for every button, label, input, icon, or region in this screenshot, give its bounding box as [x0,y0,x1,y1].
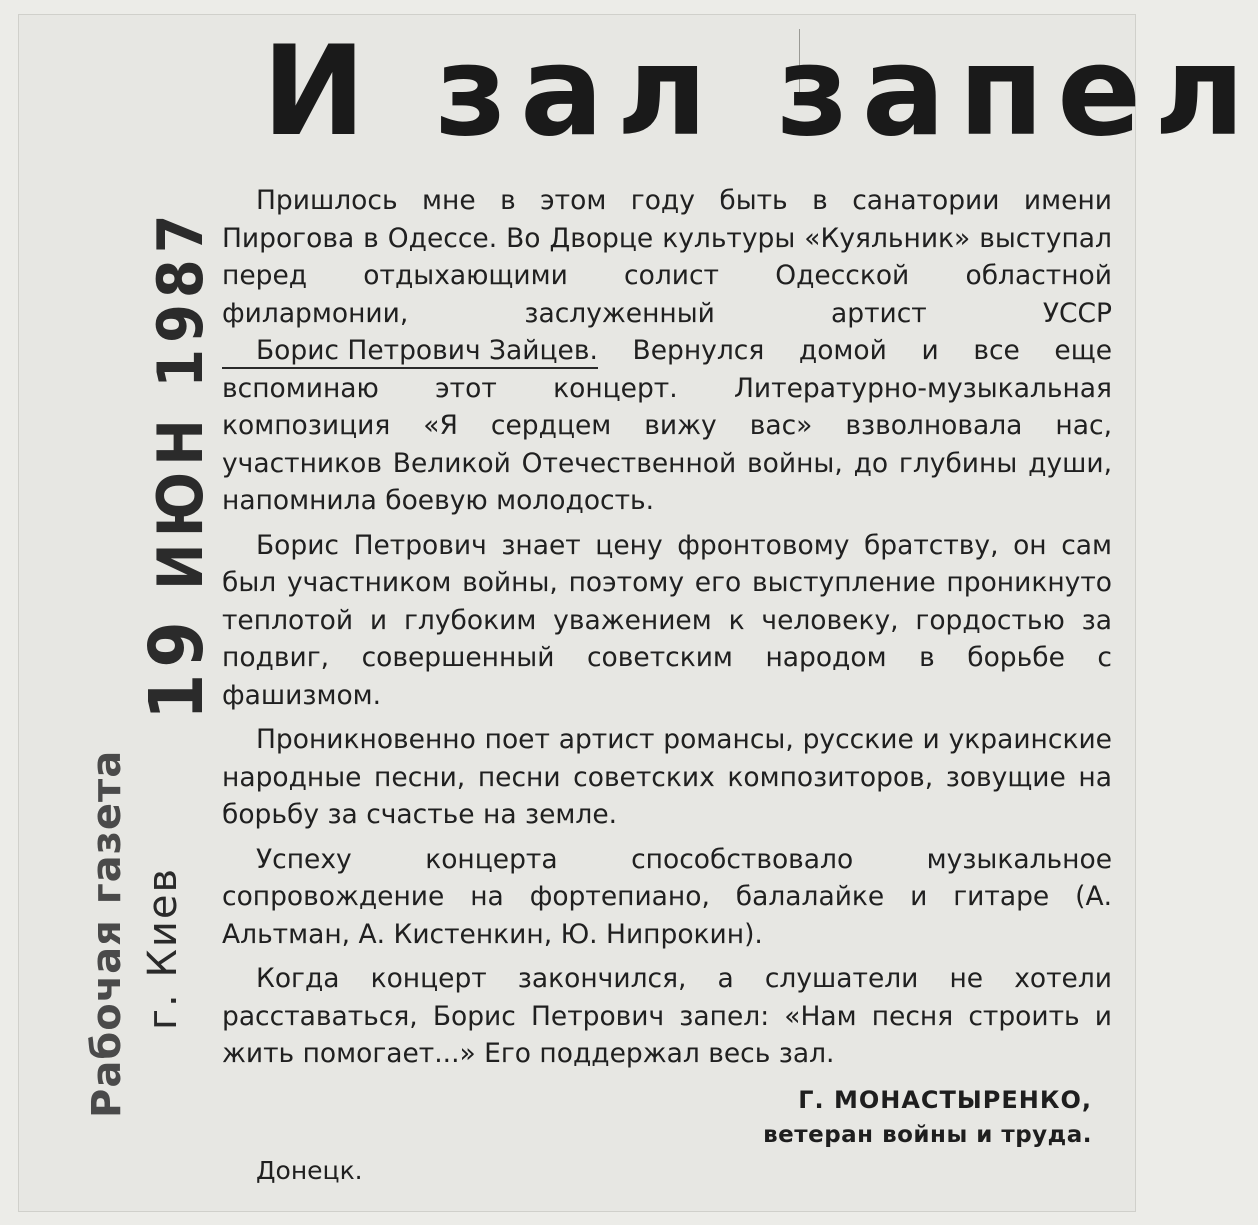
date-stamp-month-year: ИЮН 1987 [144,208,217,590]
paragraph-5: Когда концерт закончился, а слушатели не хотели расставаться, Борис Петрович запел: «Нам песня строить и жить помогает...» Его поддержал весь зал. [222,963,1112,1069]
paragraph-2: Борис Петрович знает цену фронтовому братству, он сам был участником войны, поэтому его выступление проникнуто теплотой и глубоким уважением к человеку, гордостью за подвиг, совершенный советским народом в борьбе с фашизмом. [222,529,1112,711]
underlined-name: Борис Петрович Зайцев. [222,335,598,369]
city-stamp: г. Киев [140,866,186,1030]
paragraph-4: Успеху концерта способствовало музыкальное сопровождение на фортепиано, балалайке и гитаре (А. Альтман, А. Кистенкин, Ю. Нипрокин). [222,843,1112,950]
paragraph-1 [222,182,1112,520]
paragraph-3: Проникновенно поет артист романсы, русские и украинские народные песни, песни советских композиторов, зовущие на борьбу за счастье на земле. [222,724,1112,830]
author-role: ветеран войны и труда. [763,1122,1092,1148]
newspaper-stamp: Рабочая газета [84,749,130,1118]
paragraph-1-start: Пришлось мне в этом году быть в санатории имени Пирогова в Одессе. Во Дворце культуры «Куяльник» выступал перед отдыхающими солист Одесской областной филармонии, заслуженный артист УССР [222,185,1112,329]
paragraph-1-end: Вернулся домой и все еще вспоминаю этот концерт. Литературно-музыкальная композиция «Я сердцем вижу вас» взволновала нас, участников Великой Отечественной войны, до глубины души, напомнила боевую молодость. [222,335,1112,516]
author-name: Г. МОНАСТЫРЕНКО, [798,1086,1092,1114]
date-stamp-day: 19 [134,615,220,720]
author-city: Донецк. [256,1156,363,1185]
article-body [222,182,1112,1080]
article-headline: И зал запел [262,20,1258,164]
date-stamp [134,208,220,720]
